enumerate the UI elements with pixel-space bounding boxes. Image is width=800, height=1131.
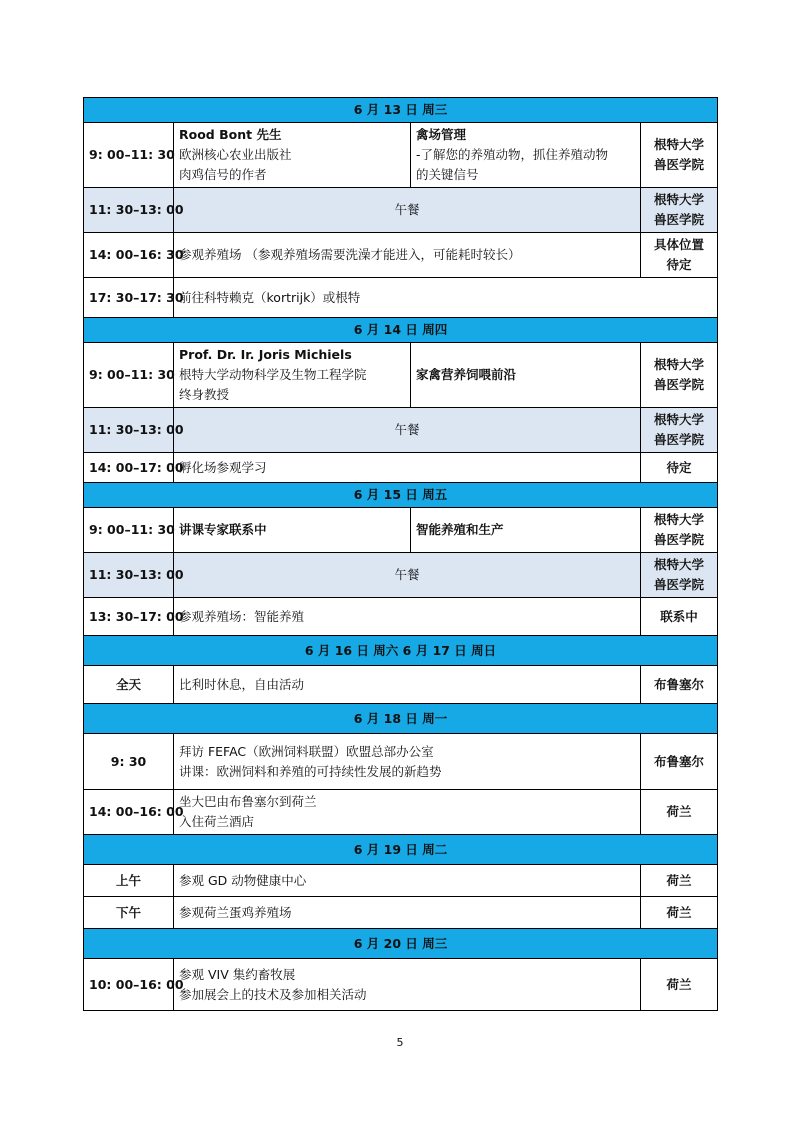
location-line2: 兽医学院: [653, 532, 704, 547]
activity-cell: 参观养殖场：智能养殖: [174, 598, 641, 636]
day-header-jun18: [84, 704, 718, 734]
day-header-jun13: [84, 98, 718, 123]
lunch-cell: 午餐: [174, 408, 641, 453]
lunch-cell: 午餐: [174, 188, 641, 233]
schedule-row: [84, 959, 718, 1011]
location-cell: 布鲁塞尔: [641, 666, 718, 704]
location-line2: 兽医学院: [653, 157, 704, 172]
location-cell: 荷兰: [641, 790, 718, 835]
page-number: 5: [396, 1036, 404, 1049]
schedule-row: [84, 278, 718, 318]
activity-cell: [174, 959, 641, 1011]
schedule-row: [84, 233, 718, 278]
topic-cell: [411, 123, 641, 188]
location-cell: [641, 233, 718, 278]
schedule-row: [84, 865, 718, 897]
time-cell: 14: 00–16: 30: [84, 233, 174, 278]
activity-cell: 参观 GD 动物健康中心: [174, 865, 641, 897]
location-line1: 根特大学: [653, 192, 704, 207]
activity-cell: 比利时休息，自由活动: [174, 666, 641, 704]
day-header-jun14: [84, 318, 718, 343]
day-heading: 6 月 18 日 周一: [84, 704, 718, 734]
lunch-row: [84, 408, 718, 453]
speaker-org: 根特大学动物科学及生物工程学院: [179, 367, 367, 382]
activity-line2: 讲课：欧洲饲料和养殖的可持续性发展的新趋势: [179, 763, 442, 779]
time-cell: 14: 00–16: 00: [84, 790, 174, 835]
activity-line2: 参加展会上的技术及参加相关活动: [179, 986, 367, 1002]
speaker-role: 终身教授: [179, 387, 230, 402]
location-cell: 荷兰: [641, 959, 718, 1011]
activity-cell: 前往科特赖克（kortrijk）或根特: [174, 278, 718, 318]
activity-cell: [174, 734, 641, 790]
time-cell: 10: 00–16: 00: [84, 959, 174, 1011]
time-cell: 17: 30–17: 30: [84, 278, 174, 318]
day-heading: 6 月 13 日 周三: [84, 98, 718, 123]
time-cell: 9: 00–11: 30: [84, 508, 174, 553]
location-cell: [641, 343, 718, 408]
location-line2: 兽医学院: [653, 377, 704, 392]
speaker-role: 肉鸡信号的作者: [179, 167, 267, 182]
schedule-row: [84, 598, 718, 636]
location-line2: 兽医学院: [653, 577, 704, 592]
location-cell: [641, 188, 718, 233]
lunch-cell: 午餐: [174, 553, 641, 598]
location-cell: [641, 123, 718, 188]
location-line1: 根特大学: [653, 357, 704, 372]
time-cell: 9: 00–11: 30: [84, 123, 174, 188]
day-header-jun15: [84, 483, 718, 508]
topic-cell: 智能养殖和生产: [411, 508, 641, 553]
speaker-name: Prof. Dr. Ir. Joris Michiels: [179, 347, 352, 362]
time-cell: 14: 00–17: 00: [84, 453, 174, 483]
speaker-cell: 讲课专家联系中: [174, 508, 411, 553]
activity-cell: 参观养殖场 （参观养殖场需要洗澡才能进入，可能耗时较长）: [174, 233, 641, 278]
day-header-jun20: [84, 929, 718, 959]
location-line1: 具体位置: [653, 237, 704, 252]
location-cell: [641, 408, 718, 453]
topic-title: 禽场管理: [416, 127, 467, 142]
speaker-cell: [174, 123, 411, 188]
location-line1: 根特大学: [653, 557, 704, 572]
lunch-row: [84, 553, 718, 598]
day-header-jun16-17: [84, 636, 718, 666]
location-line1: 根特大学: [653, 512, 704, 527]
location-cell: 布鲁塞尔: [641, 734, 718, 790]
location-line1: 根特大学: [653, 137, 704, 152]
schedule-row: [84, 666, 718, 704]
location-cell: 荷兰: [641, 865, 718, 897]
day-heading: 6 月 19 日 周二: [84, 835, 718, 865]
speaker-name: Rood Bont 先生: [179, 127, 282, 142]
day-heading: 6 月 15 日 周五: [84, 483, 718, 508]
topic-cell: 家禽营养饲喂前沿: [411, 343, 641, 408]
activity-line2: 入住荷兰酒店: [179, 814, 255, 829]
activity-cell: 参观荷兰蛋鸡养殖场: [174, 897, 641, 929]
schedule-row: [84, 343, 718, 408]
location-cell: [641, 553, 718, 598]
location-cell: [641, 508, 718, 553]
time-cell: 11: 30–13: 00: [84, 188, 174, 233]
time-cell: 全天: [84, 666, 174, 704]
location-line2: 待定: [666, 257, 692, 272]
day-header-jun19: [84, 835, 718, 865]
activity-line1: 坐大巴由布鲁塞尔到荷兰: [179, 794, 317, 809]
activity-cell: [174, 790, 641, 835]
location-cell: 联系中: [641, 598, 718, 636]
day-heading: 6 月 20 日 周三: [84, 929, 718, 959]
schedule-row: [84, 123, 718, 188]
day-heading: 6 月 16 日 周六 6 月 17 日 周日: [84, 636, 718, 666]
activity-line1: 参观 VIV 集约畜牧展: [179, 966, 296, 982]
speaker-org: 欧洲核心农业出版社: [179, 147, 292, 162]
time-cell: 上午: [84, 865, 174, 897]
lunch-row: [84, 188, 718, 233]
speaker-cell: [174, 343, 411, 408]
schedule-row: [84, 897, 718, 929]
topic-desc-line1: -了解您的养殖动物，抓住养殖动物: [416, 147, 609, 162]
topic-desc-line2: 的关键信号: [416, 167, 479, 182]
time-cell: 11: 30–13: 00: [84, 553, 174, 598]
location-line1: 根特大学: [653, 412, 704, 427]
activity-line1: 拜访 FEFAC（欧洲饲料联盟）欧盟总部办公室: [179, 743, 434, 759]
schedule-row: [84, 734, 718, 790]
location-line2: 兽医学院: [653, 212, 704, 227]
location-cell: 荷兰: [641, 897, 718, 929]
day-heading: 6 月 14 日 周四: [84, 318, 718, 343]
schedule-row: [84, 453, 718, 483]
schedule-table: [83, 97, 718, 1011]
time-cell: 下午: [84, 897, 174, 929]
schedule-row: [84, 508, 718, 553]
time-cell: 11: 30–13: 00: [84, 408, 174, 453]
time-cell: 9: 00–11: 30: [84, 343, 174, 408]
activity-cell: 孵化场参观学习: [174, 453, 641, 483]
time-cell: 9: 30: [84, 734, 174, 790]
location-line2: 兽医学院: [653, 432, 704, 447]
time-cell: 13: 30–17: 00: [84, 598, 174, 636]
schedule-row: [84, 790, 718, 835]
location-cell: 待定: [641, 453, 718, 483]
